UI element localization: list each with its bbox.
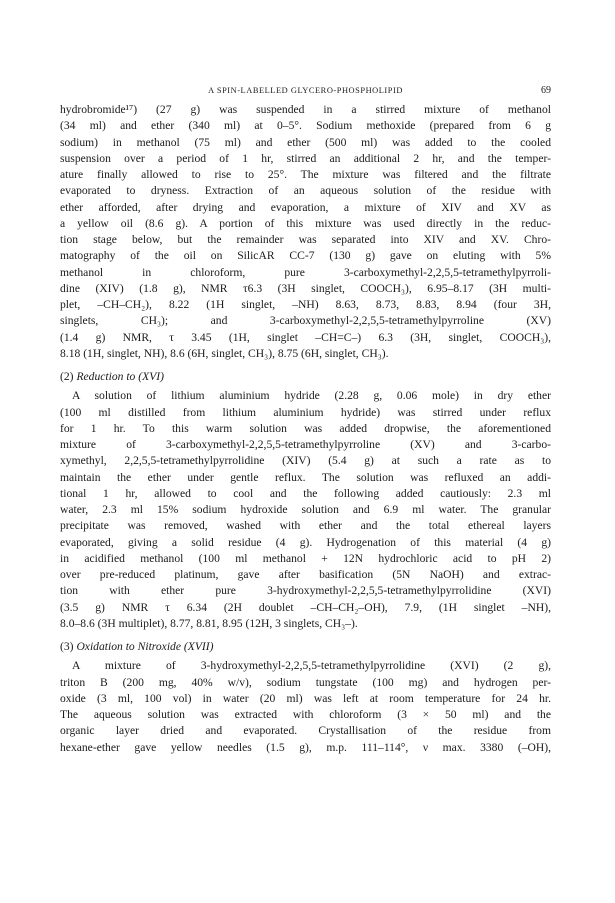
text-line: sodium) in methanol (75 ml) and ether (500 ml) was added to the cooled (60, 135, 551, 149)
text-line: water, 2.3 ml 15% sodium hydroxide solution and 6.9 ml water. The granular (60, 503, 551, 516)
section-reduction-body (60, 388, 551, 632)
section-number: (2) (60, 370, 74, 383)
text-line: tion stage below, but the remainder was separated into XIV and XV. Chro- (60, 233, 551, 246)
text-line: hydrobromide¹⁷) (27 g) was suspended in a stirred mixture of methanol (60, 103, 551, 116)
section-title: Reduction to (XVI) (76, 370, 165, 383)
text-line: xymethyl, 2,2,5,5-tetramethylpyrrolidine (XIV) (5.4 g) at such a rate as to (60, 454, 551, 468)
text-line: evaporated to dryness. Extraction of an aqueous solution of the residue with (60, 184, 551, 198)
text-line: A solution of lithium aluminium hydride (2.28 g, 0.06 mole) in dry ether (72, 389, 551, 403)
text-line: triton B (200 mg, 40% w/v), sodium tungstate (100 mg) and hydrogen per- (60, 675, 551, 689)
text-line: 8.0–8.6 (3H multiplet), 8.77, 8.81, 8.95 (12H, 3 singlets, CH₃–). (60, 616, 358, 630)
text-line: for 1 hr. To this warm solution was added dropwise, the aforementioned (60, 421, 551, 435)
text-line: 8.18 (1H, singlet, NH), 8.6 (6H, singlet, CH₃), 8.75 (6H, singlet, CH₃). (60, 346, 389, 360)
text-line: singlets, CH₃); and 3-carboxymethyl-2,2,5,5-tetramethylpyrroline (XV) (60, 314, 551, 328)
text-line: a yellow oil (8.6 g). A portion of this mixture was used directly in the reduc- (60, 216, 551, 230)
text-line: (100 ml distilled from lithium aluminium hydride) was stirred under reflux (60, 405, 551, 419)
text-line: methanol in chloroform, pure 3-carboxymethyl-2,2,5,5-tetramethylpyrroli- (60, 265, 551, 279)
text-line: tional 1 hr, allowed to cool and the following added cautiously: 2.3 ml (60, 486, 551, 500)
page-number: 69 (541, 85, 551, 96)
text-line: in acidified methanol (100 ml methanol + 12N hydrochloric acid to pH 2) (60, 551, 551, 565)
text-line: (3.5 g) NMR τ 6.34 (2H doublet –CH–CH₂–OH), 7.9, (1H singlet –NH), (60, 600, 551, 614)
text-line: ether afforded, after drying and evaporation, a mixture of XIV and XV as (60, 200, 551, 214)
text-line: oxide (3 ml, 100 vol) in water (20 ml) was left at room temperature for 24 hr. (60, 691, 551, 705)
text-line: A mixture of 3-hydroxymethyl-2,2,5,5-tetramethylpyrrolidine (XVI) (2 g), (72, 659, 551, 673)
body-text (60, 102, 551, 756)
text-line: over pre-reduced platinum, gave after basification (5N NaOH) and extrac- (60, 568, 551, 581)
running-title: A SPIN-LABELLED GLYCERO-PHOSPHOLIPID (208, 86, 403, 95)
page-header (60, 86, 551, 98)
text-line: The aqueous solution was extracted with chloroform (3 × 50 ml) and the (60, 708, 551, 721)
text-line: tion with ether pure 3-hydroxymethyl-2,2,5,5-tetramethylpyrrolidine (XVI) (60, 584, 551, 598)
text-line: (1.4 g) NMR, τ 3.45 (1H, singlet –CH=C–) 6.3 (3H, singlet, COOCH₃), (60, 330, 551, 344)
text-line: hexane-ether gave yellow needles (1.5 g), m.p. 111–114°, ν max. 3380 (–OH), (60, 740, 551, 754)
text-line: matography of the oil on SilicAR CC-7 (130 g) gave on eluting with 5% (60, 249, 551, 263)
paragraph-continuation (60, 102, 551, 362)
section-heading-reduction (60, 369, 551, 385)
text-line: plet, –CH–CH₂), 8.22 (1H singlet, –NH) 8.63, 8.73, 8.83, 8.94 (four 3H, (60, 298, 551, 311)
text-line: ature finally allowed to rise to 25°. The mixture was filtered and the filtrate (60, 168, 551, 181)
section-number: (3) (60, 640, 74, 653)
text-line: organic layer dried and evaporated. Crystallisation of the residue from (60, 724, 551, 738)
text-line: suspension over a period of 1 hr, stirred an additional 2 hr, and the temper- (60, 151, 551, 165)
section-oxidation-body (60, 658, 551, 756)
text-line: dine (XIV) (1.8 g), NMR τ6.3 (3H singlet, COOCH₃), 6.95–8.17 (3H multi- (60, 281, 551, 295)
section-title: Oxidation to Nitroxide (XVII) (76, 640, 214, 653)
text-line: (34 ml) and ether (340 ml) at 0–5°. Sodium methoxide (prepared from 6 g (60, 119, 551, 133)
text-line: evaporated, giving a solid residue (4 g). Hydrogenation of this material (4 g) (60, 535, 551, 549)
text-line: precipitate was removed, washed with ether and the total ethereal layers (60, 519, 551, 533)
text-line: mixture of 3-carboxymethyl-2,2,5,5-tetramethylpyrroline (XV) and 3-carbo- (60, 438, 551, 451)
text-line: maintain the ether under gentle reflux. The solution was refluxed an addi- (60, 470, 551, 484)
section-heading-oxidation (60, 639, 551, 655)
